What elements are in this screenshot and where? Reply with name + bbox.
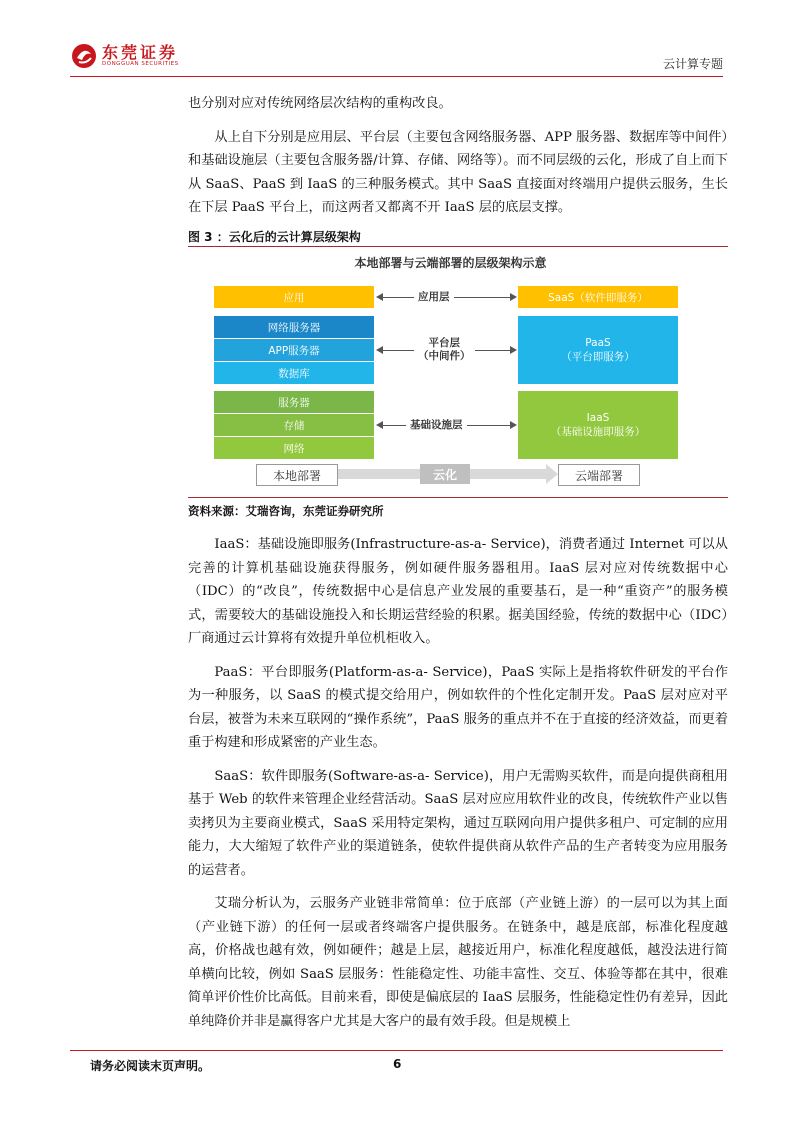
left-network-box: 网络	[214, 437, 374, 459]
infra-arrow-right-head	[510, 421, 517, 429]
figure-top-rule	[188, 246, 728, 247]
left-web-server-box: 网络服务器	[214, 316, 374, 338]
paragraph-iaas: IaaS：基础设施即服务(Infrastructure-as-a- Service)，消费者通过 Internet 可以从完善的计算机基础设施获得服务，例如硬件服务器租用。IaaS 层对应对传统数据中心（IDC）的“改良”，传统数据中心是信息产业发展的重要基石，是一种“重资产”的服务模式，需要较大的基础设施投入和长期运营经验的积累。据美国经验，传统的数据中心（IDC）厂商通过云计算将有效提升单位机柜收入。	[188, 537, 728, 646]
cloudify-arrow-head	[546, 464, 558, 484]
cloud-deploy-box: 云端部署	[558, 464, 640, 486]
logo-mark-icon	[70, 42, 98, 70]
paragraph-analysis: 艾瑞分析认为，云服务产业链非常简单：位于底部（产业链上游）的一层可以为其上面（产业链下游）的任何一层或者终端客户提供服务。在链条中，越是底部，标准化程度越高，价格战也越有效，例如硬件；越是上层，越接近用户，标准化程度越低，越没法进行简单横向比较，例如 SaaS 层服务：性能稳定性、功能丰富性、交互、体验等都在其中，很难简单评价性价比高低。目前来看，即使是偏底层的 IaaS 层服务，性能稳定性仍有差异，因此单纯降价并非是赢得客户尤其是大客户的最有效手段。但是规模上	[188, 896, 728, 1029]
diagram-title: 本地部署与云端部署的层级架构示意	[354, 256, 547, 270]
app-layer-label: 应用层	[414, 291, 454, 304]
platform-layer-label	[414, 337, 475, 363]
left-storage-box: 存储	[214, 414, 374, 436]
page-header	[70, 42, 723, 76]
left-server-box: 服务器	[214, 391, 374, 413]
right-paas-box	[518, 316, 678, 384]
company-logo	[70, 42, 179, 70]
right-saas-box: SaaS（软件即服务）	[518, 286, 678, 308]
paas-sub-label: （平台即服务）	[561, 350, 635, 363]
logo-en-text: DONGGUAN SECURITIES	[102, 61, 179, 67]
header-divider	[70, 76, 723, 77]
iaas-label: IaaS	[586, 411, 610, 424]
infra-layer-label: 基础设施层	[406, 419, 467, 432]
left-database-box: 数据库	[214, 362, 374, 384]
paas-label: PaaS	[585, 336, 611, 349]
platform-layer-name: 平台层	[428, 337, 460, 349]
figure-bottom-rule	[188, 497, 728, 498]
platform-arrow-left-head	[376, 346, 383, 354]
page-number: 6	[393, 1057, 402, 1071]
footer-divider	[70, 1050, 723, 1051]
figure-source: 资料来源：艾瑞咨询，东莞证券研究所	[188, 504, 384, 518]
paragraph-saas: SaaS：软件即服务(Software-as-a- Service)，用户无需购买软件，而是向提供商租用基于 Web 的软件来管理企业经营活动。SaaS 层对应应用软件业的改良，传统软件产业以售卖拷贝为主要商业模式，SaaS 采用特定架构，通过互联网向用户提供多租户、可定制的应用能力，大大缩短了软件产业的渠道链条，使软件提供商从软件产品的生产者转变为应用服务的运营者。	[188, 768, 728, 878]
platform-arrow-right-head	[510, 346, 517, 354]
app-arrow-left-head	[376, 293, 383, 301]
left-app-box: 应用	[214, 286, 374, 308]
iaas-sub-label: （基础设施即服务）	[550, 425, 646, 438]
paragraph-1: 从上自下分别是应用层、平台层（主要包含网络服务器、APP 服务器、数据库等中间件）和基础设施层（主要包含服务器/计算、存储、网络等）。而不同层级的云化，形成了自上而下从 SaaS、PaaS 到 IaaS 的三种服务模式。其中 SaaS 直接面对终端用户提供云服务，生长在下层 PaaS 平台上，而这两者又都离不开 IaaS 层的底层支撑。	[188, 129, 728, 215]
paragraph-0: 也分别对应对传统网络层次结构的重构改良。	[188, 96, 452, 111]
architecture-diagram	[208, 250, 693, 492]
cloudify-label: 云化	[420, 464, 470, 484]
paragraph-paas: PaaS：平台即服务(Platform-as-a- Service)，PaaS 实际上是指将软件研发的平台作为一种服务，以 SaaS 的模式提交给用户，例如软件的个性化定制开发。PaaS 层对应对平台层，被誉为未来互联网的“操作系统”，PaaS 服务的重点并不在于直接的经济效益，而更着重于构建和形成紧密的产业生态。	[188, 664, 728, 750]
right-iaas-box	[518, 391, 678, 459]
app-arrow-right-head	[510, 293, 517, 301]
section-title: 云计算专题	[662, 57, 723, 71]
local-deploy-box: 本地部署	[256, 464, 338, 486]
infra-arrow-left-head	[376, 421, 383, 429]
text-block-bottom	[188, 533, 728, 1033]
platform-layer-sub: （中间件）	[418, 350, 471, 362]
figure-title: 图 3 ：云化后的云计算层级架构	[188, 230, 361, 244]
footer-notice: 请务必阅读末页声明。	[90, 1059, 211, 1073]
text-block-top	[188, 92, 728, 220]
logo-cn-text: 东莞证券	[102, 43, 179, 62]
left-app-server-box: APP服务器	[214, 339, 374, 361]
